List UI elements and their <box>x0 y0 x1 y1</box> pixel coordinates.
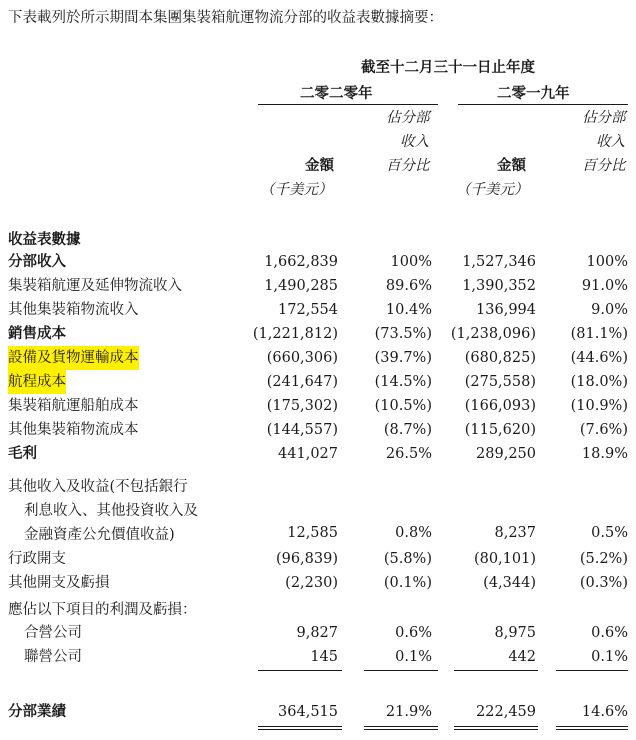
cell-pct-2019: (5.2%) <box>579 551 628 567</box>
row-label: 行政開支 <box>8 551 66 567</box>
cell-amount-2019: (680,825) <box>464 350 536 366</box>
cell-amount-2019: (80,101) <box>473 551 536 567</box>
other-income-label-1: 其他收入及收益(不包括銀行 <box>8 479 188 495</box>
cell-pct-2019: 0.6% <box>591 625 628 641</box>
period-header: 截至十二月三十一日止年度 <box>361 59 535 76</box>
cell-pct-2020: 0.1% <box>395 649 432 665</box>
table-row <box>0 571 636 595</box>
cell-pct-2019: (81.1%) <box>570 326 628 342</box>
year-2019-rule <box>458 104 628 105</box>
cell-amount-2019: (1,238,096) <box>450 326 536 342</box>
total-rule-p2020-2 <box>364 729 438 730</box>
total-rule-a2020-2 <box>258 729 342 730</box>
subtotal-rule-p2019 <box>556 670 628 671</box>
total-rule-p2019-1 <box>556 726 628 727</box>
table-row-other-income <box>0 521 636 545</box>
cell-amount-2019: (115,620) <box>464 422 536 438</box>
cell-amount-2019: 289,250 <box>476 446 536 462</box>
unit-header-2019: （千美元） <box>456 182 529 198</box>
cell-pct-2020: 10.4% <box>385 302 432 318</box>
pct-header-2019-l3: 百分比 <box>582 158 626 174</box>
other-income-label-2: 利息收入、其他投資收入及 <box>24 503 198 519</box>
cell-amount-2019: (275,558) <box>464 374 536 390</box>
table-row <box>0 442 636 466</box>
row-label: 航程成本 <box>8 370 66 394</box>
cell-pct-2020: (5.8%) <box>383 551 432 567</box>
row-label: 分部收入 <box>8 253 66 270</box>
other-income-label-3: 金融資產公允價值收益) <box>24 527 175 543</box>
pct-header-2019-l2: 收入 <box>596 134 625 150</box>
cell-pct-2020: (14.5%) <box>374 374 432 390</box>
cell-amount-2020: (660,306) <box>266 350 338 366</box>
intro-text: 下表載列於所示期間本集團集裝箱航運物流分部的收益表數據摘要： <box>8 10 443 26</box>
table-row <box>0 621 636 645</box>
cell-amount-2019: 8,237 <box>494 525 536 541</box>
total-rule-p2019-2 <box>556 729 628 730</box>
cell-pct-2020: 21.9% <box>385 704 432 720</box>
cell-amount-2020: 12,585 <box>287 525 338 541</box>
table-row <box>0 298 636 322</box>
subtotal-rule-p2020 <box>364 670 438 671</box>
cell-pct-2019: (7.6%) <box>579 422 628 438</box>
year-2020-rule <box>258 104 438 105</box>
cell-pct-2020: 89.6% <box>385 278 432 294</box>
cell-amount-2019: 136,994 <box>476 302 536 318</box>
row-label: 分部業績 <box>8 703 66 720</box>
cell-pct-2020: (8.7%) <box>383 422 432 438</box>
cell-pct-2019: 0.5% <box>591 525 628 541</box>
section-title: 收益表數據 <box>8 231 81 248</box>
cell-pct-2019: (44.6%) <box>570 350 628 366</box>
cell-amount-2020: 172,554 <box>278 302 338 318</box>
cell-amount-2019: (166,093) <box>464 398 536 414</box>
cell-pct-2020: 26.5% <box>385 446 432 462</box>
cell-pct-2020: 0.6% <box>395 625 432 641</box>
amount-header-2019: 金額 <box>497 157 526 174</box>
cell-pct-2019: 14.6% <box>581 704 628 720</box>
cell-amount-2020: 364,515 <box>278 704 338 720</box>
total-rule-p2020-1 <box>364 726 438 727</box>
year-2019-header: 二零一九年 <box>497 85 570 102</box>
subtotal-rule-a2020 <box>258 670 342 671</box>
cell-amount-2019: 222,459 <box>476 704 536 720</box>
row-label: 設備及貨物運輸成本 <box>8 346 139 370</box>
table-row <box>0 274 636 298</box>
total-rule-a2019-1 <box>454 726 538 727</box>
table-row <box>0 322 636 346</box>
row-label: 毛利 <box>8 445 37 462</box>
row-label: 集裝箱航運及延伸物流收入 <box>8 278 182 294</box>
row-label: 銷售成本 <box>8 325 66 342</box>
cell-amount-2019: 1,390,352 <box>462 278 536 294</box>
table-row <box>0 547 636 571</box>
year-2020-header: 二零二零年 <box>300 85 373 102</box>
cell-amount-2019: (4,344) <box>483 575 536 591</box>
row-label: 其他集裝箱物流收入 <box>8 302 139 318</box>
pct-header-2020-l1: 佔分部 <box>386 110 430 126</box>
table-row <box>0 346 636 370</box>
cell-pct-2020: (73.5%) <box>374 326 432 342</box>
cell-amount-2020: 1,662,839 <box>264 254 338 270</box>
cell-pct-2019: (18.0%) <box>570 374 628 390</box>
table-row-total <box>0 700 636 724</box>
cell-pct-2019: (10.9%) <box>570 398 628 414</box>
cell-amount-2020: (175,302) <box>266 398 338 414</box>
subtotal-rule-a2019 <box>454 670 538 671</box>
cell-pct-2019: 91.0% <box>581 278 628 294</box>
unit-header-2020: （千美元） <box>260 182 333 198</box>
cell-pct-2020: (10.5%) <box>374 398 432 414</box>
amount-header-2020: 金額 <box>305 157 334 174</box>
cell-amount-2020: (241,647) <box>266 374 338 390</box>
pct-header-2020-l3: 百分比 <box>386 158 430 174</box>
cell-amount-2020: (1,221,812) <box>252 326 338 342</box>
cell-amount-2020: 1,490,285 <box>264 278 338 294</box>
cell-pct-2020: (0.1%) <box>383 575 432 591</box>
row-label: 其他集裝箱物流成本 <box>8 422 139 438</box>
cell-pct-2019: 9.0% <box>591 302 628 318</box>
pct-header-2019-l1: 佔分部 <box>582 110 626 126</box>
cell-amount-2020: 145 <box>310 649 338 665</box>
cell-amount-2020: (96,839) <box>275 551 338 567</box>
cell-amount-2019: 8,975 <box>494 625 536 641</box>
table-row <box>0 394 636 418</box>
cell-pct-2020: (39.7%) <box>374 350 432 366</box>
cell-pct-2020: 0.8% <box>395 525 432 541</box>
table-row <box>0 645 636 669</box>
cell-pct-2019: 18.9% <box>581 446 628 462</box>
cell-amount-2020: (144,557) <box>266 422 338 438</box>
row-label: 聯營公司 <box>24 649 82 665</box>
cell-amount-2019: 442 <box>508 649 536 665</box>
cell-pct-2020: 100% <box>390 254 432 270</box>
row-label: 其他開支及虧損 <box>8 575 110 591</box>
total-rule-a2019-2 <box>454 729 538 730</box>
total-rule-a2020-1 <box>258 726 342 727</box>
cell-amount-2020: 441,027 <box>278 446 338 462</box>
row-label: 合營公司 <box>24 625 82 641</box>
table-row <box>0 370 636 394</box>
table-row <box>0 418 636 442</box>
cell-pct-2019: (0.3%) <box>579 575 628 591</box>
row-label: 集裝箱航運船舶成本 <box>8 398 139 414</box>
cell-pct-2019: 0.1% <box>591 649 628 665</box>
cell-amount-2019: 1,527,346 <box>462 254 536 270</box>
pct-header-2020-l2: 收入 <box>400 134 429 150</box>
cell-amount-2020: 9,827 <box>296 625 338 641</box>
share-header: 應佔以下項目的利潤及虧損： <box>8 602 197 618</box>
cell-pct-2019: 100% <box>586 254 628 270</box>
cell-amount-2020: (2,230) <box>285 575 338 591</box>
table-row <box>0 250 636 274</box>
